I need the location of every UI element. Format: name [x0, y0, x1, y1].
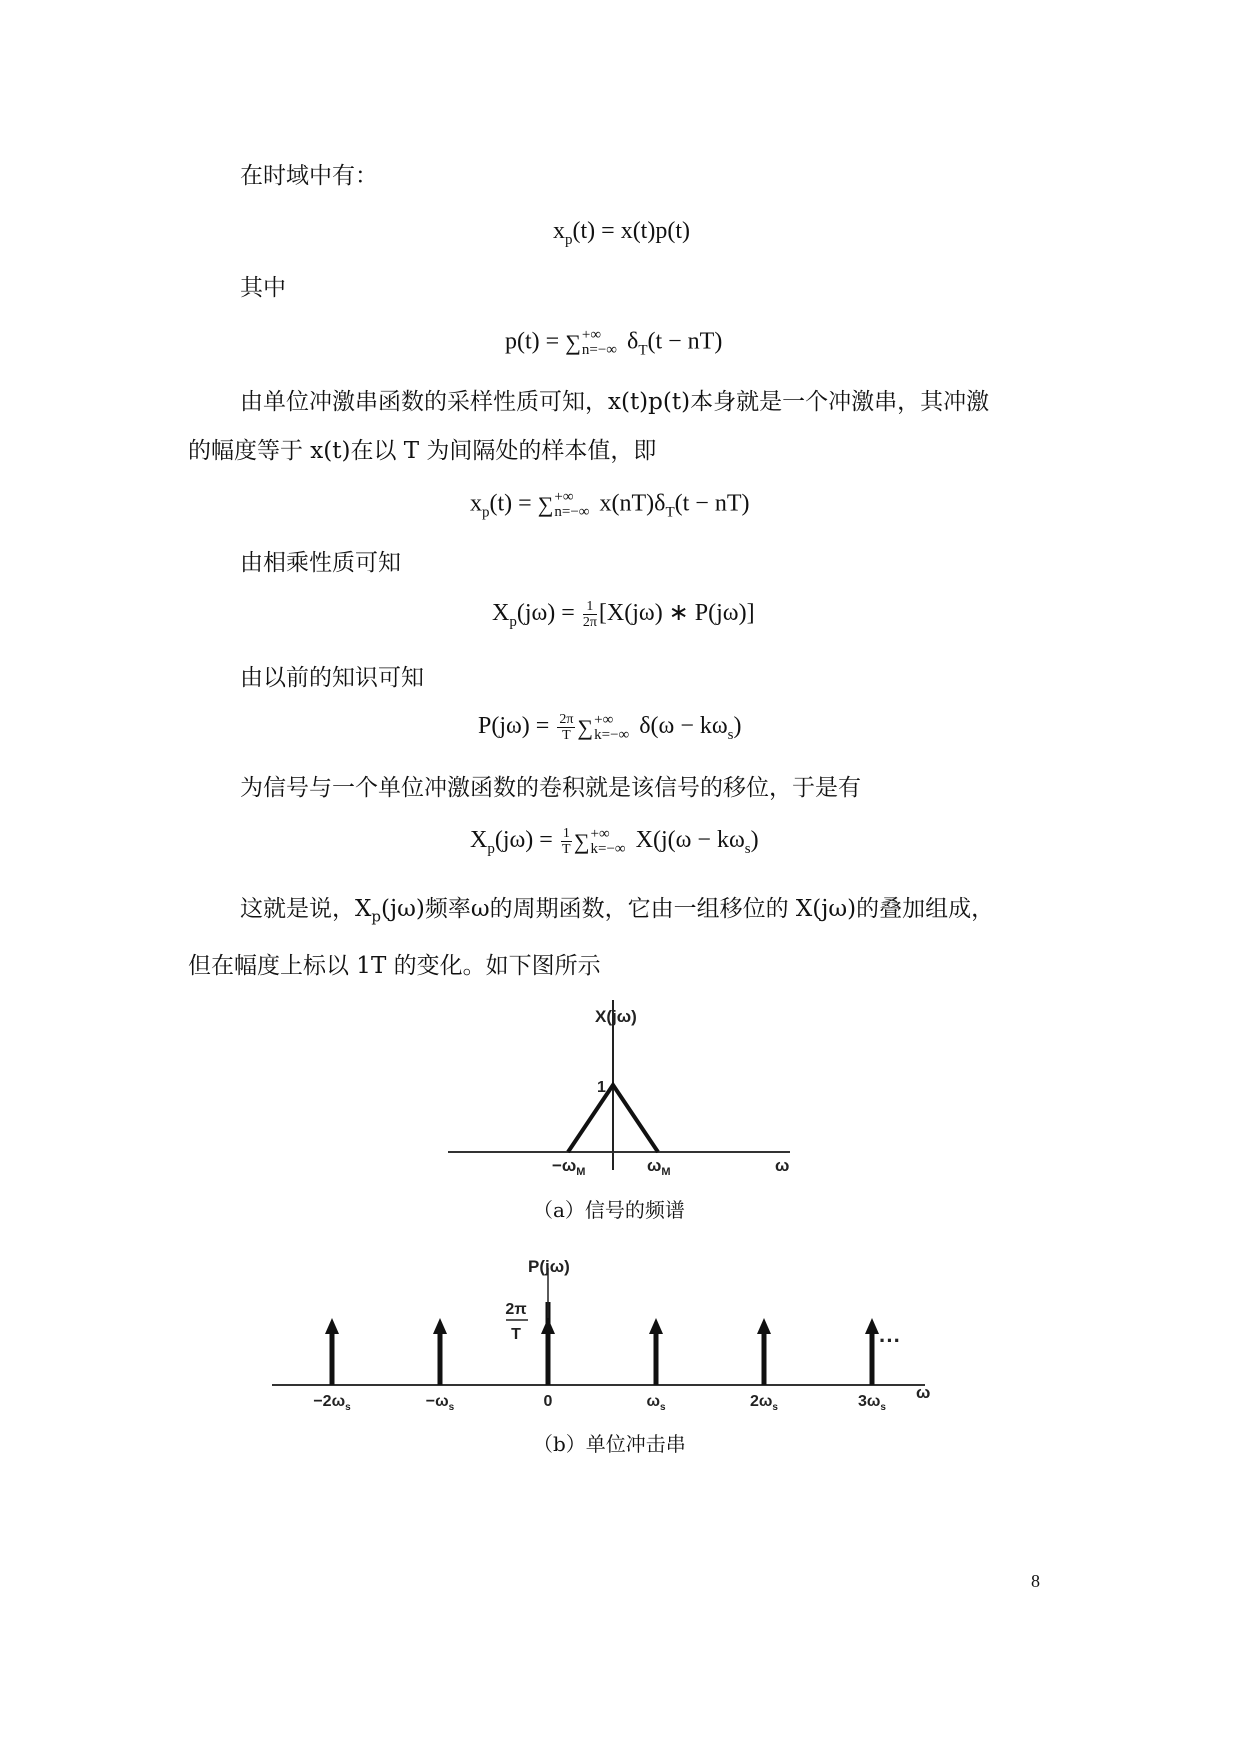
- tick-label: $-2\omega_s$: [313, 1393, 351, 1413]
- figure-a-caption: （a）信号的频谱: [533, 1198, 685, 1222]
- tick-label: 0: [543, 1393, 553, 1410]
- figure-b-height-num: 2π: [505, 1301, 527, 1318]
- figure-a-left-label: $-\omega_M$: [552, 1156, 586, 1178]
- tick-label: $3\omega_s$: [858, 1393, 886, 1413]
- impulse-arrowhead: [649, 1318, 663, 1334]
- impulse-arrowhead: [757, 1318, 771, 1334]
- equation-P-jw: P(jω) = $\frac{2\pi}{T}$ ∑ +∞ k=−∞ $\delta(\omega - k\omega_s)$: [478, 711, 742, 743]
- figure-a-right-label: $\omega_M$: [647, 1156, 671, 1178]
- impulse-arrowhead: [541, 1318, 555, 1334]
- paragraph-periodic-line1: 这就是说，$X_p(j\omega)$频率ω的周期函数，它由一组移位的 X(jω)的叠加组成，: [240, 896, 995, 926]
- paragraph-sampling-line1: 由单位冲激串函数的采样性质可知，x(t)p(t)本身就是一个冲激串，其冲激: [240, 389, 990, 415]
- paragraph-time-domain: 在时域中有：: [240, 163, 378, 189]
- figure-b-impulse-train: [270, 1248, 950, 1418]
- page-number: 8: [1031, 1571, 1040, 1591]
- paragraph-previous-knowledge: 由以前的知识可知: [240, 665, 424, 691]
- figure-a-spectrum: [440, 1000, 800, 1190]
- figure-b-height-den: T: [511, 1326, 521, 1343]
- paragraph-sampling-line2: 的幅度等于 x(t)在以 T 为间隔处的样本值，即: [188, 438, 657, 464]
- equation-xp-t: $x_p(t) = x(t)p(t)$: [553, 218, 690, 248]
- paragraph-periodic-line2: 但在幅度上标以 1T 的变化。如下图所示: [188, 953, 601, 979]
- figure-a-peak-label: 1: [597, 1079, 606, 1096]
- impulse-arrowhead: [865, 1318, 879, 1334]
- figure-b-ellipsis: ···: [879, 1328, 901, 1353]
- figure-b-y-label: P(jω): [528, 1257, 570, 1276]
- impulse-arrowhead: [325, 1318, 339, 1334]
- tick-label: $-\omega_s$: [425, 1393, 455, 1413]
- paragraph-where: 其中: [240, 275, 286, 301]
- tick-label: $\omega_s$: [646, 1393, 666, 1413]
- figure-b-axis-label: ω: [916, 1383, 931, 1402]
- figure-b-caption: （b）单位冲击串: [533, 1432, 686, 1456]
- equation-Xp-jw: $X_p(j\omega)$ = $\frac{1}{2\pi}$ [X(jω) ∗ P(jω)]: [492, 598, 755, 630]
- equation-p-t: p(t) = ∑ +∞ n=−∞ $\delta_T(t - nT)$: [505, 327, 723, 359]
- tick-label: $2\omega_s$: [750, 1393, 778, 1413]
- equation-xp-sum: $x_p(t)$ = ∑ +∞ n=−∞ $x(nT)\delta_T(t - nT)$: [470, 489, 750, 521]
- equation-Xp-sum: $X_p(j\omega)$ = $\frac{1}{T}$ ∑ +∞ k=−∞ $X(j(\omega - k\omega_s)$: [470, 825, 759, 857]
- figure-a-axis-label: ω: [775, 1156, 790, 1175]
- paragraph-multiplication: 由相乘性质可知: [240, 550, 401, 576]
- paragraph-convolution: 为信号与一个单位冲激函数的卷积就是该信号的移位，于是有: [240, 775, 861, 801]
- figure-a-y-label: X(jω): [595, 1007, 637, 1026]
- impulse-arrowhead: [433, 1318, 447, 1334]
